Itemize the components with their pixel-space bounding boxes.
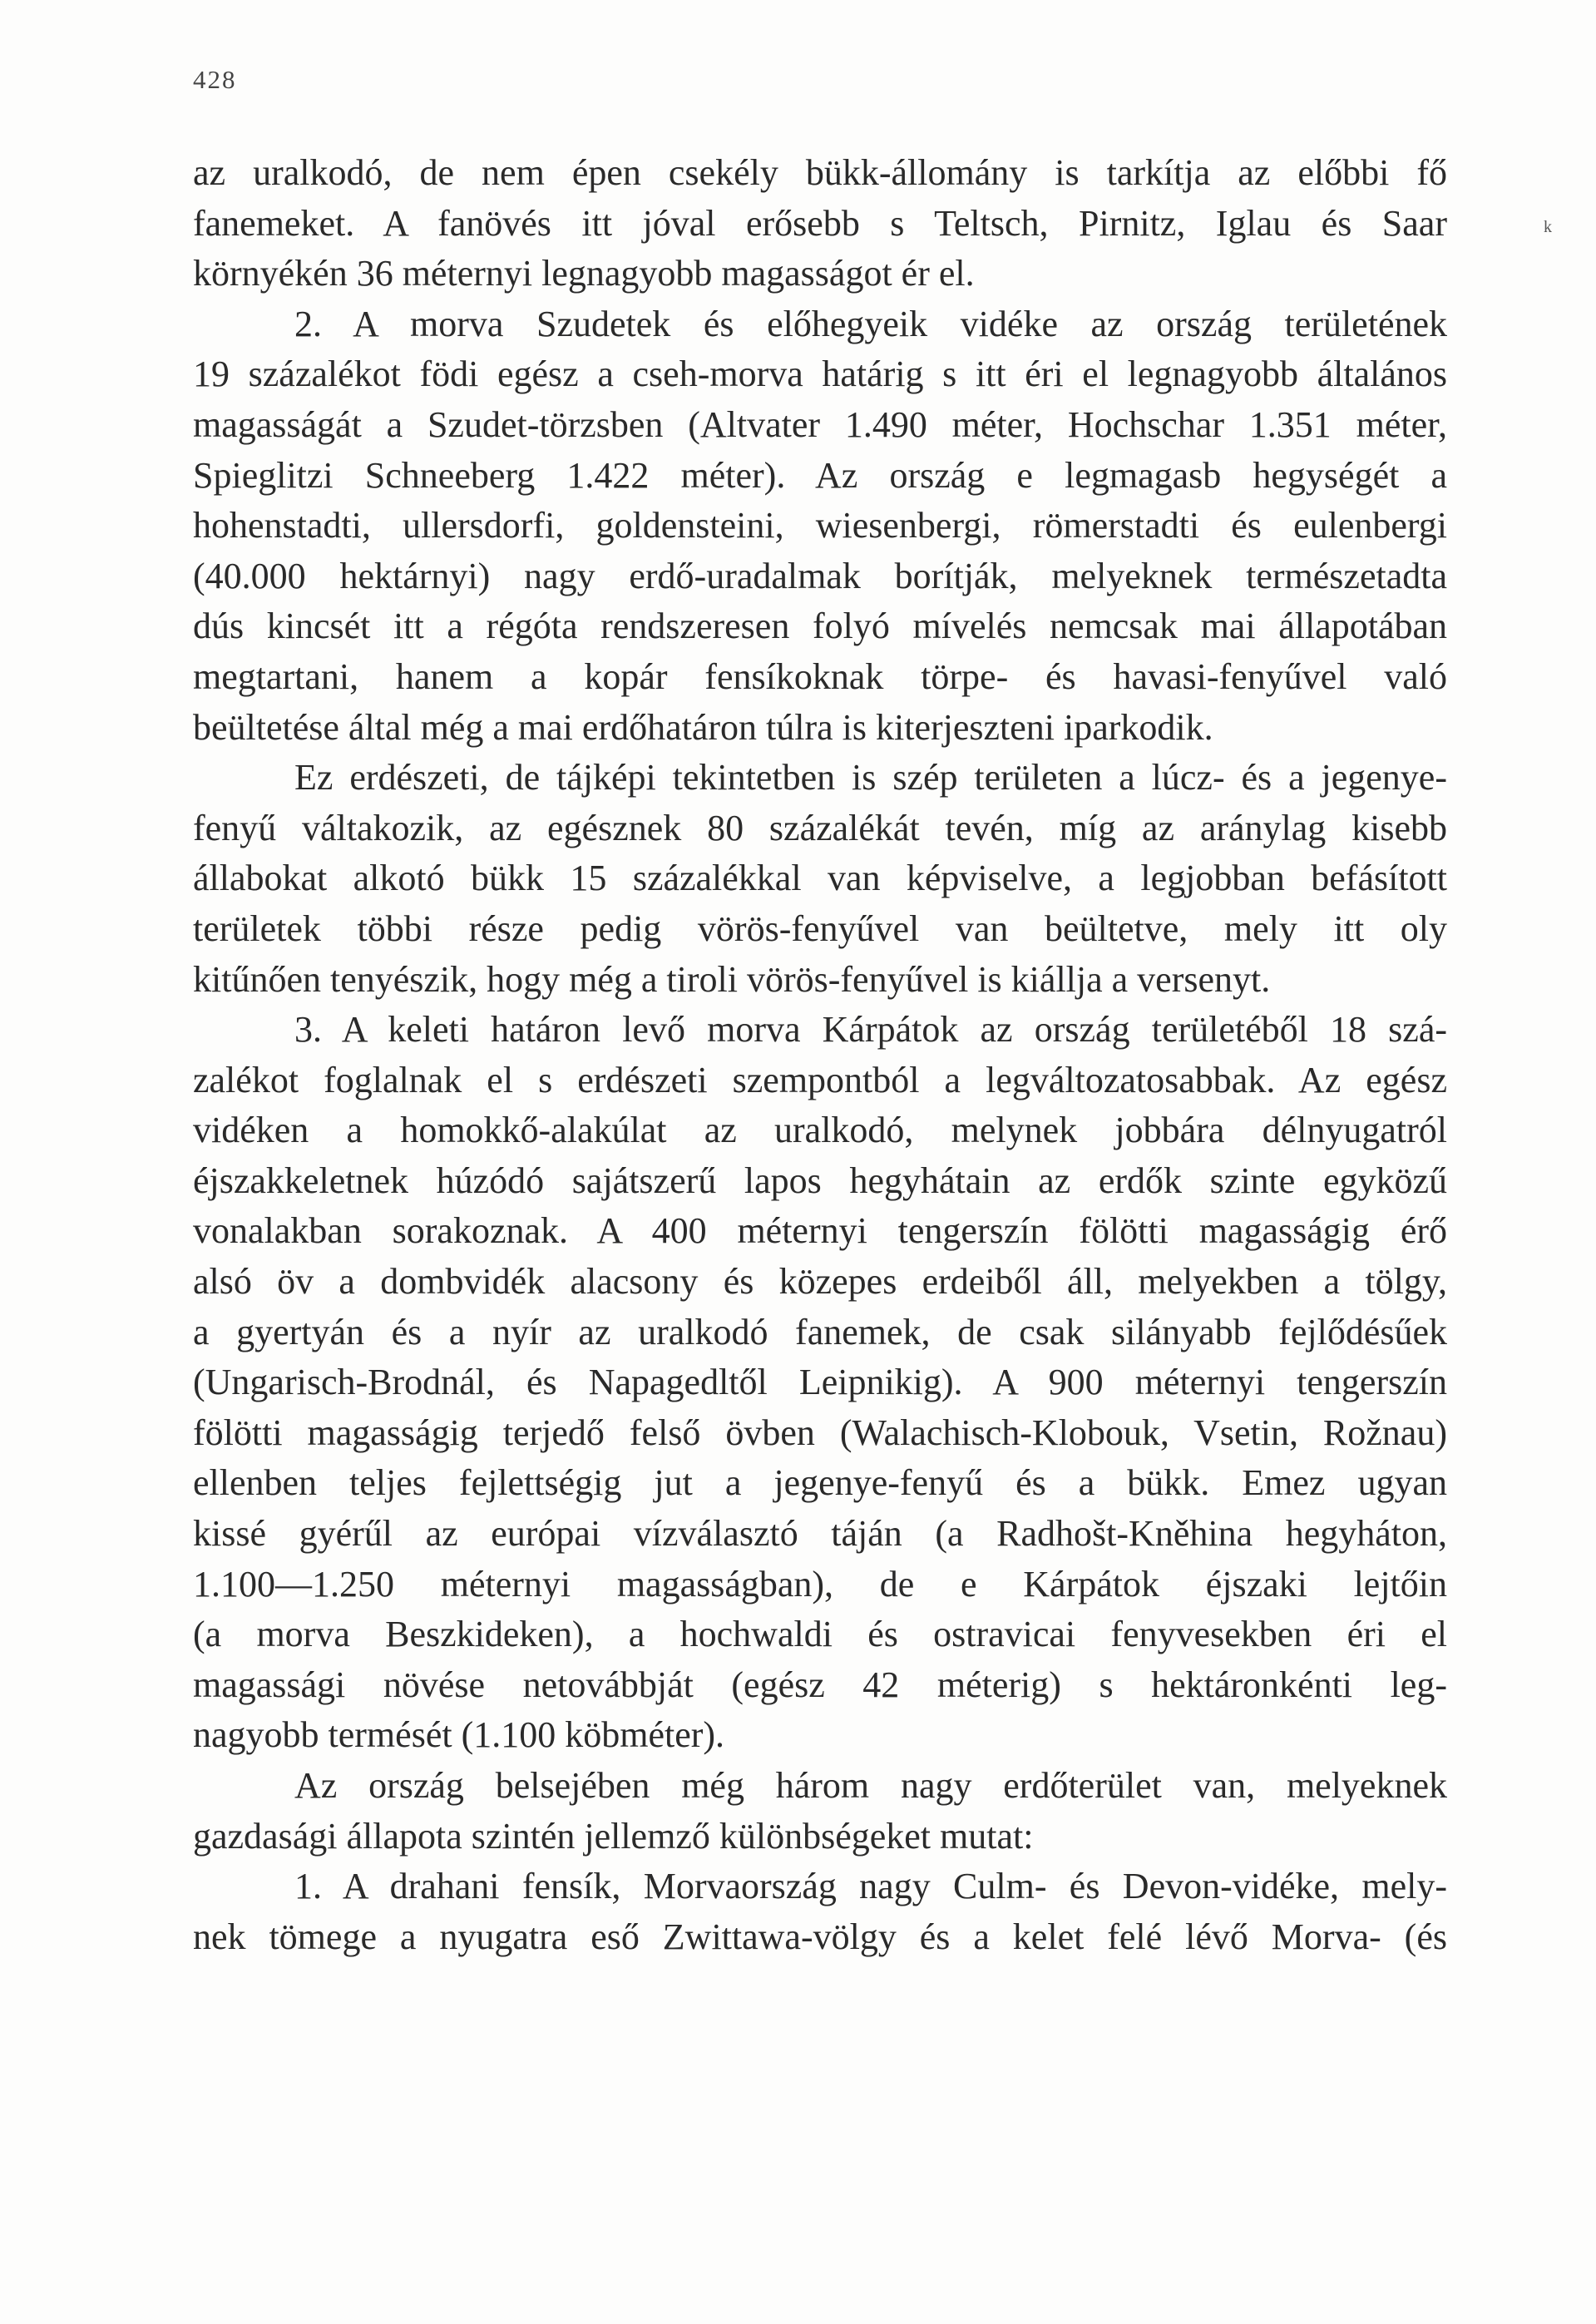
paragraph-start-line: 3. A keleti határon levő morva Kárpátok az ország területéből 18 szá- [294, 1009, 1447, 1051]
text-line: környékén 36 méternyi legnagyobb magasságot ér el. [193, 253, 975, 294]
text-line: éjszakkeletnek húzódó sajátszerű lapos hegyhátain az erdők szinte egyközű [193, 1160, 1447, 1201]
text-line: zalékot foglalnak el s erdészeti szempontból a legváltozatosabbak. Az egész [193, 1059, 1447, 1100]
text-line: hohenstadti, ullersdorfi, goldensteini, wiesenbergi, römerstadti és eulenbergi [193, 505, 1447, 546]
body-text [193, 148, 1447, 1962]
text-line: nek tömege a nyugatra eső Zwittawa-völgy és a kelet felé lévő Morva- (és [193, 1916, 1447, 1957]
text-line: vidéken a homokkő-alakúlat az uralkodó, melynek jobbára délnyugatról [193, 1110, 1447, 1151]
text-line: állabokat alkotó bükk 15 százalékkal van képviselve, a legjobban befásított [193, 858, 1447, 899]
text-line: megtartani, hanem a kopár fensíkoknak törpe- és havasi-fenyűvel való [193, 655, 1447, 697]
text-line: beültetése által még a mai erdőhatáron túlra is kiterjeszteni iparkodik. [193, 706, 1213, 748]
text-line: nagyobb termését (1.100 köbméter). [193, 1714, 725, 1756]
text-line: magasságát a Szudet-törzsben (Altvater 1.490 méter, Hochschar 1.351 méter, [193, 403, 1447, 445]
paragraph-start-line: Az ország belsejében még három nagy erdőterület van, melyeknek [294, 1765, 1447, 1806]
text-line: dús kincsét itt a régóta rendszeresen folyó mívelés nemcsak mai állapotában [193, 606, 1447, 647]
text-line: a gyertyán és a nyír az uralkodó fanemek, de csak silányabb fejlődésűek [193, 1311, 1447, 1352]
margin-mark: k [1544, 218, 1552, 236]
text-line: területek többi része pedig vörös-fenyűvel van beültetve, mely itt oly [193, 907, 1447, 949]
text-line: fenyű váltakozik, az egésznek 80 százalékát tevén, míg az aránylag kisebb [193, 807, 1447, 848]
text-line: vonalakban sorakoznak. A 400 méternyi tengerszín fölötti magasságig érő [193, 1210, 1447, 1252]
text-line: magassági növése netovábbját (egész 42 méterig) s hektáronkénti leg- [193, 1664, 1447, 1705]
text-line: 1.100—1.250 méternyi magasságban), de e Kárpátok éjszaki lejtőin [193, 1563, 1447, 1605]
text-line: fanemeket. A fanövés itt jóval erősebb s Teltsch, Pirnitz, Iglau és Saar [193, 202, 1447, 244]
text-line: kitűnően tenyészik, hogy még a tiroli vörös-fenyűvel is kiállja a versenyt. [193, 958, 1271, 1000]
paragraph-start-line: Ez erdészeti, de tájképi tekintetben is szép területen a lúcz- és a jegenye- [294, 757, 1447, 799]
text-line: alsó öv a dombvidék alacsony és közepes erdeiből áll, melyekben a tölgy, [193, 1261, 1447, 1303]
text-line: (40.000 hektárnyi) nagy erdő-uradalmak borítják, melyeknek természetadta [193, 555, 1447, 596]
paragraph-start-line: 1. A drahani fensík, Morvaország nagy Culm- és Devon-vidéke, mely- [294, 1866, 1447, 1907]
paragraph-start-line: 2. A morva Szudetek és előhegyeik vidéke az ország területének [294, 303, 1447, 344]
text-line: ellenben teljes fejlettségig jut a jegenye-fenyű és a bükk. Emez ugyan [193, 1462, 1447, 1504]
text-line: gazdasági állapota szintén jellemző különbségeket mutat: [193, 1815, 1034, 1857]
text-line: (Ungarisch-Brodnál, és Napagedltől Leipnikig). A 900 méternyi tengerszín [193, 1362, 1447, 1403]
text-line: kissé gyérűl az európai vízválasztó táján (a Radhošt-Kněhina hegyháton, [193, 1513, 1447, 1555]
text-line: 19 százalékot födi egész a cseh-morva határig s itt éri el legnagyobb általános [193, 354, 1447, 395]
text-line: (a morva Beszkideken), a hochwaldi és ostravicai fenyvesekben éri el [193, 1614, 1447, 1655]
text-line: fölötti magasságig terjedő felső övben (Walachisch-Klobouk, Vsetin, Rožnau) [193, 1412, 1447, 1453]
page-number: 428 [193, 65, 237, 94]
text-line: Spieglitzi Schneeberg 1.422 méter). Az ország e legmagasb hegységét a [193, 454, 1447, 496]
text-line: az uralkodó, de nem épen csekély bükk-állomány is tarkítja az előbbi fő [193, 152, 1447, 193]
